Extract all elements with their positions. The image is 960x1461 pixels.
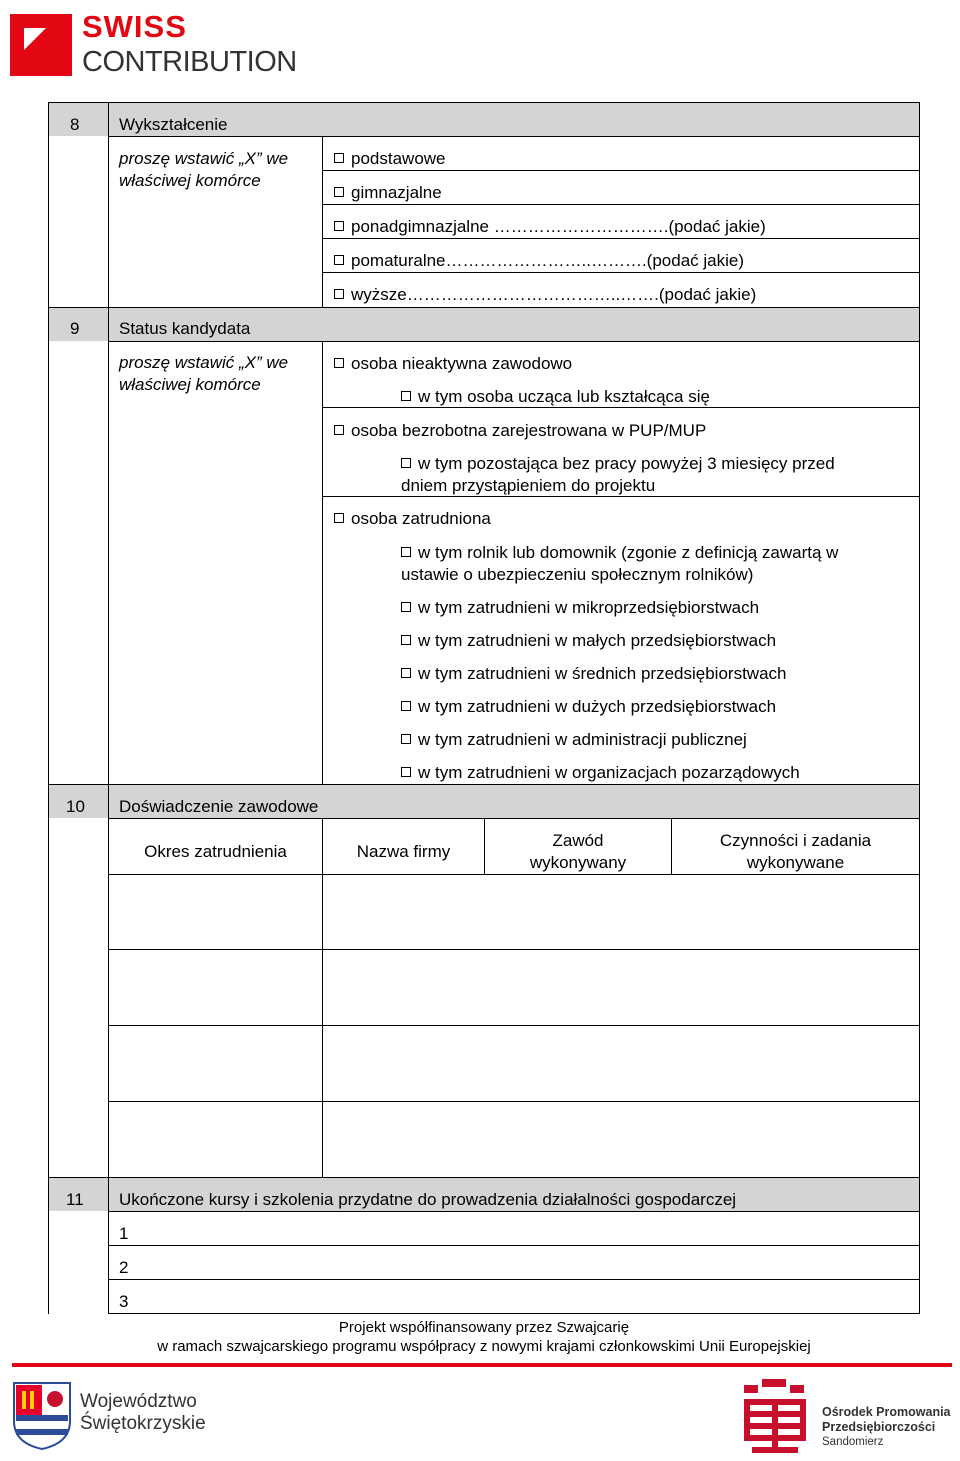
- section-11-title: Ukończone kursy i szkolenia przydatne do prowadzenia działalności gospodarczej: [119, 1190, 737, 1209]
- experience-row-4-okres[interactable]: [109, 1102, 322, 1177]
- checkbox-icon[interactable]: [401, 547, 411, 557]
- checkbox-icon[interactable]: [401, 391, 411, 401]
- experience-row-3-okres[interactable]: [109, 1026, 322, 1101]
- opp-emblem-icon: [742, 1377, 808, 1455]
- option-label: w tym rolnik lub domownik (zgonie z definicją zawartą w: [418, 543, 839, 562]
- swiss-contribution-logo: [10, 9, 310, 78]
- option-label: ponadgimnazjalne ………………………….(podać jakie): [351, 217, 766, 236]
- swiss-flag-icon: [10, 14, 72, 76]
- logo-contribution-text: CONTRIBUTION: [82, 46, 297, 78]
- section-10-title: Doświadczenie zawodowe: [119, 797, 319, 816]
- course-row-2[interactable]: 2: [119, 1258, 129, 1277]
- section-9-title: Status kandydata: [119, 319, 251, 338]
- option-label: osoba bezrobotna zarejestrowana w PUP/MUP: [351, 421, 707, 440]
- checkbox-icon[interactable]: [334, 221, 344, 231]
- opp-sandomierz-logo: [742, 1377, 957, 1455]
- education-option-ponadgimnazjalne[interactable]: [334, 216, 766, 238]
- checkbox-icon[interactable]: [401, 602, 411, 612]
- education-option-wyzsze[interactable]: [334, 284, 756, 306]
- status-option-uczaca[interactable]: [401, 386, 710, 408]
- education-option-gimnazjalne[interactable]: [334, 182, 442, 204]
- checkbox-icon[interactable]: [401, 668, 411, 678]
- status-option-nieaktywna[interactable]: [334, 353, 572, 375]
- experience-row-2-okres[interactable]: [109, 950, 322, 1025]
- experience-row-4-details[interactable]: [323, 1102, 919, 1177]
- opp-line1: Ośrodek Promowania: [822, 1405, 951, 1419]
- option-label: w tym zatrudnieni w mikroprzedsiębiorstwach: [418, 598, 760, 617]
- opp-line2: Przedsiębiorczości: [822, 1420, 936, 1434]
- experience-row-2-details[interactable]: [323, 950, 919, 1025]
- status-option-administracja[interactable]: [401, 729, 747, 751]
- checkbox-icon[interactable]: [401, 635, 411, 645]
- wojewodztwo-logo: [12, 1381, 212, 1451]
- column-header-czynnosci-line1: Czynności i zadania: [719, 831, 872, 850]
- option-label: osoba nieaktywna zawodowo: [351, 354, 573, 373]
- option-label: w tym zatrudnieni w średnich przedsiębiorstwach: [418, 664, 787, 683]
- footer-line-1: Projekt współfinansowany przez Szwajcarię: [338, 1319, 630, 1336]
- course-row-3[interactable]: 3: [119, 1292, 129, 1311]
- option-label: w tym zatrudnieni w organizacjach pozarządowych: [418, 763, 800, 782]
- column-header-zawod-line1: Zawód: [552, 831, 604, 850]
- opp-line3: Sandomierz: [822, 1436, 884, 1448]
- status-option-duze[interactable]: [401, 696, 776, 718]
- status-option-dlugotrwale[interactable]: [401, 453, 835, 475]
- status-option-rolnik-line2: ustawie o ubezpieczeniu społecznym rolników): [401, 565, 754, 584]
- checkbox-icon[interactable]: [334, 513, 344, 523]
- option-label: osoba zatrudniona: [351, 509, 491, 528]
- column-header-czynnosci-line2: wykonywane: [746, 853, 845, 872]
- checkbox-icon[interactable]: [334, 425, 344, 435]
- checkbox-icon[interactable]: [401, 458, 411, 468]
- checkbox-icon[interactable]: [334, 255, 344, 265]
- coat-of-arms-icon: [12, 1381, 72, 1451]
- column-header-zawod-line2: wykonywany: [529, 853, 627, 872]
- experience-row-3-details[interactable]: [323, 1026, 919, 1101]
- footer-line-2: w ramach szwajcarskiego programu współpracy z nowymi krajami członkowskimi Unii Europejskiej: [157, 1338, 811, 1355]
- section-10-number: 10: [66, 797, 85, 816]
- checkbox-icon[interactable]: [334, 187, 344, 197]
- section-8-instruction-line2: właściwej komórce: [119, 171, 261, 190]
- option-label: pomaturalne……………………..……….(podać jakie): [351, 251, 745, 270]
- education-option-podstawowe[interactable]: [334, 148, 446, 170]
- section-9-number: 9: [70, 319, 80, 338]
- wojewodztwo-line2: Świętokrzyskie: [80, 1413, 206, 1434]
- option-label: wyższe………………………………..…….(podać jakie): [351, 285, 757, 304]
- section-11-number: 11: [66, 1190, 84, 1209]
- option-label: podstawowe: [351, 149, 446, 168]
- status-option-male[interactable]: [401, 630, 776, 652]
- wojewodztwo-line1: Województwo: [80, 1391, 197, 1412]
- option-label: w tym zatrudnieni w dużych przedsiębiorstwach: [418, 697, 777, 716]
- checkbox-icon[interactable]: [401, 767, 411, 777]
- section-9-instruction-line2: właściwej komórce: [119, 375, 261, 394]
- logo-swiss-text: SWISS: [82, 9, 187, 44]
- footer-divider: [12, 1363, 952, 1367]
- experience-row-1-details[interactable]: [323, 875, 919, 949]
- status-option-dlugotrwale-line2: dniem przystąpieniem do projektu: [401, 476, 656, 495]
- status-option-srednie[interactable]: [401, 663, 787, 685]
- section-8-number: 8: [70, 115, 80, 134]
- option-label: w tym pozostająca bez pracy powyżej 3 miesięcy przed: [418, 454, 835, 473]
- column-header-okres: Okres zatrudnienia: [144, 842, 287, 861]
- education-option-pomaturalne[interactable]: [334, 250, 744, 272]
- option-label: gimnazjalne: [351, 183, 442, 202]
- section-8-instruction-line1: proszę wstawić „X” we: [119, 149, 289, 168]
- section-8-title: Wykształcenie: [119, 115, 228, 134]
- status-option-ngo[interactable]: [401, 762, 800, 784]
- checkbox-icon[interactable]: [334, 289, 344, 299]
- experience-row-1-okres[interactable]: [109, 875, 322, 949]
- checkbox-icon[interactable]: [334, 358, 344, 368]
- status-option-rolnik[interactable]: [401, 542, 838, 564]
- checkbox-icon[interactable]: [401, 734, 411, 744]
- section-9-instruction-line1: proszę wstawić „X” we: [119, 353, 289, 372]
- checkbox-icon[interactable]: [334, 153, 344, 163]
- option-label: w tym osoba ucząca lub kształcąca się: [418, 387, 710, 406]
- status-option-mikro[interactable]: [401, 597, 759, 619]
- course-row-1[interactable]: 1: [119, 1224, 129, 1243]
- status-option-zatrudniona[interactable]: [334, 508, 491, 530]
- option-label: w tym zatrudnieni w małych przedsiębiorstwach: [418, 631, 777, 650]
- column-header-firma: Nazwa firmy: [356, 842, 451, 861]
- checkbox-icon[interactable]: [401, 701, 411, 711]
- status-option-bezrobotna[interactable]: [334, 420, 706, 442]
- option-label: w tym zatrudnieni w administracji publicznej: [418, 730, 747, 749]
